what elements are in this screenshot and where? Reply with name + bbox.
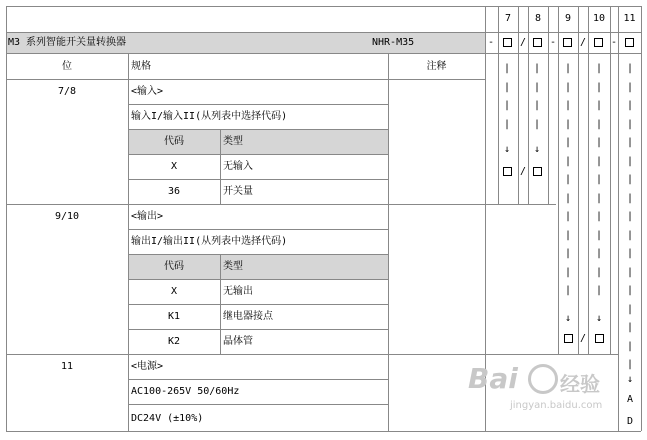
pipe-marker: | (595, 63, 603, 74)
pipe-marker: | (503, 118, 511, 130)
paw-icon (528, 364, 558, 394)
header-note: 注释 (426, 61, 447, 72)
header-spec: 规格 (131, 61, 151, 72)
table-row-type: 开关量 (223, 186, 253, 197)
code-separator: / (579, 37, 587, 48)
table-row-type: 晶体管 (223, 336, 253, 347)
pipe-marker: | (564, 155, 572, 167)
pipe-marker: | (595, 174, 603, 185)
section-subtitle: 输入I/输入II(从列表中选择代码) (131, 111, 288, 122)
code-box-10 (594, 38, 603, 47)
pipe-marker: | (626, 155, 634, 167)
table-header-code: 代码 (164, 136, 184, 147)
product-model: NHR-M35 (372, 37, 415, 48)
pipe-marker: | (595, 118, 603, 130)
pipe-marker: | (533, 81, 541, 93)
section-title: <输出> (131, 211, 164, 222)
section-title: <输入> (131, 86, 164, 97)
pipe-marker: | (564, 285, 572, 296)
pipe-marker: | (564, 100, 572, 111)
pipe-marker: | (626, 174, 634, 185)
pipe-marker: | (595, 137, 603, 148)
watermark-brand-cn: 经验 (560, 372, 600, 396)
table-row-code: X (170, 286, 178, 297)
col-8-header: 8 (534, 13, 542, 24)
pipe-marker: | (595, 229, 603, 241)
code-box-11 (625, 38, 634, 47)
table-header-type: 类型 (223, 136, 243, 147)
section-position: 7/8 (57, 86, 77, 97)
pipe-marker: | (595, 192, 603, 204)
section-title: <电源> (131, 361, 164, 372)
code-separator: - (610, 37, 618, 48)
code-separator: - (487, 37, 495, 48)
pipe-marker: | (533, 63, 541, 74)
pipe-marker: | (626, 359, 634, 370)
watermark-url: jingyan.baidu.com (510, 400, 603, 411)
down-arrow-icon: ↓ (533, 144, 541, 155)
power-option: DC24V (±10%) (131, 413, 204, 424)
pipe-marker: | (503, 81, 511, 93)
section-position: 11 (60, 361, 74, 372)
pipe-marker: | (626, 211, 634, 222)
pipe-marker: | (533, 118, 541, 130)
table-row-type: 继电器接点 (223, 311, 273, 322)
header-position: 位 (62, 61, 72, 72)
pipe-marker: | (595, 81, 603, 93)
code-box (503, 167, 512, 176)
product-name: M3 系列智能开关量转换器 (8, 37, 127, 48)
pipe-marker: | (564, 174, 572, 185)
table-header-type: 类型 (223, 261, 243, 272)
pipe-marker: | (595, 285, 603, 296)
pipe-marker: | (626, 63, 634, 74)
code-box (533, 167, 542, 176)
watermark-brand: Bai (468, 362, 518, 395)
section-subtitle: 输出I/输出II(从列表中选择代码) (131, 236, 288, 247)
slash-separator: / (519, 166, 527, 177)
pipe-marker: | (626, 285, 634, 296)
table-row-code: 36 (167, 186, 181, 197)
pipe-marker: | (503, 100, 511, 111)
pipe-marker: | (626, 137, 634, 148)
supply-code-d: D (626, 416, 634, 427)
down-arrow-icon: ↓ (595, 313, 603, 324)
pipe-marker: | (564, 81, 572, 93)
pipe-marker: | (626, 303, 634, 315)
pipe-marker: | (626, 266, 634, 278)
col-11-header: 11 (623, 13, 636, 24)
down-arrow-icon: ↓ (626, 374, 634, 385)
pipe-marker: | (533, 100, 541, 111)
table-row-type: 无输入 (223, 161, 253, 172)
power-option: AC100-265V 50/60Hz (131, 386, 240, 397)
pipe-marker: | (626, 81, 634, 93)
pipe-marker: | (626, 192, 634, 204)
pipe-marker: | (564, 211, 572, 222)
pipe-marker: | (595, 100, 603, 111)
pipe-marker: | (564, 63, 572, 74)
pipe-marker: | (564, 229, 572, 241)
code-box-9 (563, 38, 572, 47)
pipe-marker: | (626, 118, 634, 130)
pipe-marker: | (595, 266, 603, 278)
col-7-header: 7 (504, 13, 512, 24)
code-separator: / (519, 37, 527, 48)
down-arrow-icon: ↓ (503, 144, 511, 155)
pipe-marker: | (595, 211, 603, 222)
code-box-7 (503, 38, 512, 47)
col-10-header: 10 (592, 13, 606, 24)
pipe-marker: | (626, 322, 634, 333)
pipe-marker: | (503, 63, 511, 74)
table-row-code: X (170, 161, 178, 172)
col-9-header: 9 (564, 13, 572, 24)
pipe-marker: | (564, 118, 572, 130)
table-row-code: K2 (167, 336, 181, 347)
table-row-type: 无输出 (223, 286, 253, 297)
code-separator: - (549, 37, 557, 48)
pipe-marker: | (564, 248, 572, 259)
code-box (564, 334, 573, 343)
code-box-8 (533, 38, 542, 47)
code-box (595, 334, 604, 343)
table-row-code: K1 (167, 311, 181, 322)
pipe-marker: | (564, 266, 572, 278)
slash-separator: / (579, 333, 587, 344)
supply-code-a: A (626, 394, 634, 405)
pipe-marker: | (626, 340, 634, 352)
pipe-marker: | (595, 248, 603, 259)
pipe-marker: | (564, 192, 572, 204)
table-header-code: 代码 (164, 261, 184, 272)
pipe-marker: | (626, 229, 634, 241)
pipe-marker: | (595, 155, 603, 167)
section-position: 9/10 (54, 211, 80, 222)
pipe-marker: | (626, 248, 634, 259)
down-arrow-icon: ↓ (564, 313, 572, 324)
pipe-marker: | (626, 100, 634, 111)
pipe-marker: | (564, 137, 572, 148)
